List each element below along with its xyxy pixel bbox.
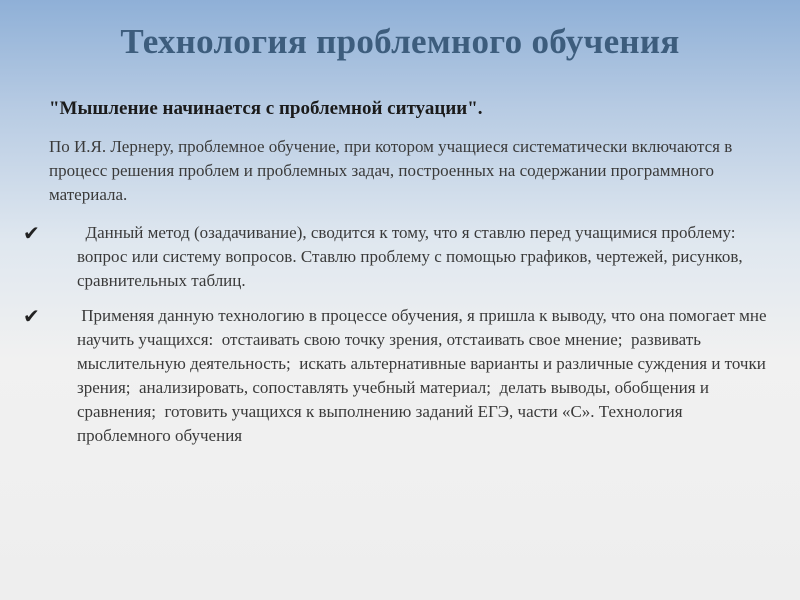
intro-paragraph: По И.Я. Лернеру, проблемное обучение, при котором учащиеся систематически включаются в процесс решения проблем и проблемных задач, построенных на содержании программного материала. <box>49 137 733 204</box>
bullet-text: Данный метод (озадачивание), сводится к тому, что я ставлю перед учащимися проблему: вопрос или систему вопросов. Ставлю проблему с помощью графиков, чертежей, рисунков, сравнительных таблиц. <box>77 223 747 290</box>
bullet-text: Применяя данную технологию в процессе обучения, я пришла к выводу, что она помогает мне научить учащихся: отстаивать свою точку зрения, отстаивать свое мнение; развивать мыслительную деятельность; искать альтернативные варианты и различные суждения и точки зрения; анализировать, сопоставлять учебный материал; делать выводы, обобщения и сравнения; готовить учащихся к выполнению заданий ЕГЭ, части «С». Технология проблемного обучения <box>77 306 771 445</box>
checkmark-icon: ✔ <box>23 304 40 328</box>
checkmark-icon: ✔ <box>23 221 40 245</box>
slide-title: Технология проблемного обучения <box>120 22 680 61</box>
quote-heading: "Мышление начинается с проблемной ситуации". <box>49 98 483 119</box>
